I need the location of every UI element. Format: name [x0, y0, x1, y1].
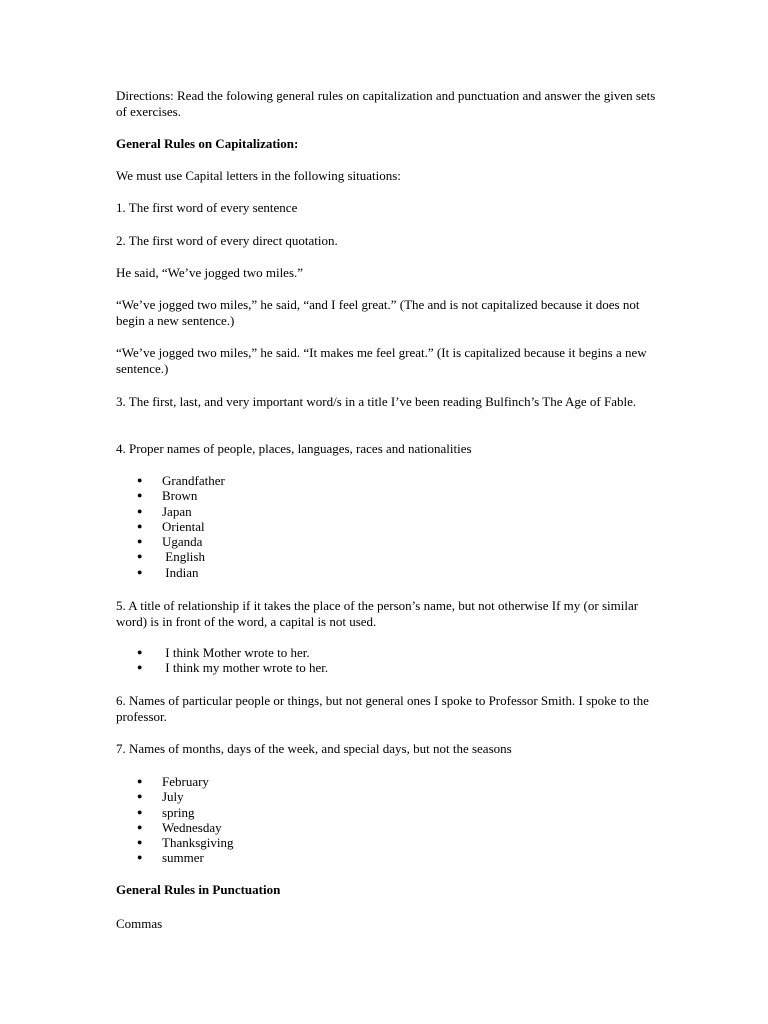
- list-item: ● spring: [137, 804, 195, 820]
- rule-7: 7. Names of months, days of the week, and special days, but not the seasons: [116, 741, 512, 756]
- bullet-icon: ●: [137, 852, 143, 863]
- list-item: ● Uganda: [137, 534, 203, 550]
- list-item: ● Japan: [137, 503, 192, 519]
- bullet-icon: ●: [137, 662, 143, 673]
- bullet-icon: ●: [137, 837, 143, 848]
- bullet-icon: ●: [137, 475, 143, 485]
- list-item: ● I think my mother wrote to her.: [137, 660, 329, 676]
- rule-3: 3. The first, last, and very important word/s in a title I’ve been reading Bulfinch’s The Age of Fable.: [116, 394, 637, 409]
- proper-names-list: [116, 473, 225, 580]
- list-item: ● July: [137, 789, 184, 805]
- list-item: ● Indian: [137, 564, 199, 580]
- bullet-icon: ●: [137, 791, 143, 802]
- bullet-icon: ●: [137, 776, 143, 786]
- example-1: He said, “We’ve jogged two miles.”: [116, 265, 304, 280]
- months-days-list: [116, 774, 234, 866]
- list-item: ● February: [137, 774, 209, 789]
- rule-1: 1. The first word of every sentence: [116, 200, 298, 215]
- bullet-icon: ●: [137, 821, 143, 832]
- bullet-icon: ●: [137, 806, 143, 817]
- directions-text: Directions: Read the folowing general rules on capitalization and punctuation and answer the given sets of exercises.: [116, 88, 656, 119]
- list-item: ● I think Mother wrote to her.: [137, 645, 310, 660]
- rule-2: 2. The first word of every direct quotation.: [116, 233, 338, 248]
- list-item: ● Brown: [137, 488, 198, 504]
- list-item: ● summer: [137, 850, 204, 866]
- intro-text: We must use Capital letters in the following situations:: [116, 168, 401, 183]
- bullet-icon: ●: [137, 520, 143, 531]
- bullet-icon: ●: [137, 551, 143, 562]
- list-item: ● Wednesday: [137, 819, 222, 835]
- rule-5: 5. A title of relationship if it takes the place of the person’s name, but not otherwise If my (or similar word) is in front of the word, a capital is not used.: [116, 598, 639, 629]
- bullet-icon: ●: [137, 505, 143, 516]
- list-item: ● Grandfather: [137, 473, 225, 488]
- list-item: ● Oriental: [137, 518, 205, 534]
- rule-4: 4. Proper names of people, places, languages, races and nationalities: [116, 441, 472, 456]
- bullet-icon: ●: [137, 566, 143, 577]
- list-item: ● English: [137, 549, 205, 565]
- capitalization-heading: General Rules on Capitalization:: [116, 136, 299, 151]
- rule-6: 6. Names of particular people or things, but not general ones I spoke to Professor Smith. I spoke to the professor.: [116, 693, 649, 724]
- bullet-icon: ●: [137, 536, 143, 547]
- commas-subheading: Commas: [116, 916, 163, 931]
- list-item: ● Thanksgiving: [137, 835, 234, 851]
- relationship-list: [116, 645, 328, 676]
- example-2: “We’ve jogged two miles,” he said, “and I feel great.” (The and is not capitalized because it does not begin a new sentence.): [116, 297, 640, 328]
- bullet-icon: ●: [137, 647, 143, 657]
- punctuation-heading: General Rules in Punctuation: [116, 882, 281, 897]
- example-3: “We’ve jogged two miles,” he said. “It makes me feel great.” (It is capitalized because it begins a new sentence.): [116, 345, 647, 376]
- bullet-icon: ●: [137, 490, 143, 501]
